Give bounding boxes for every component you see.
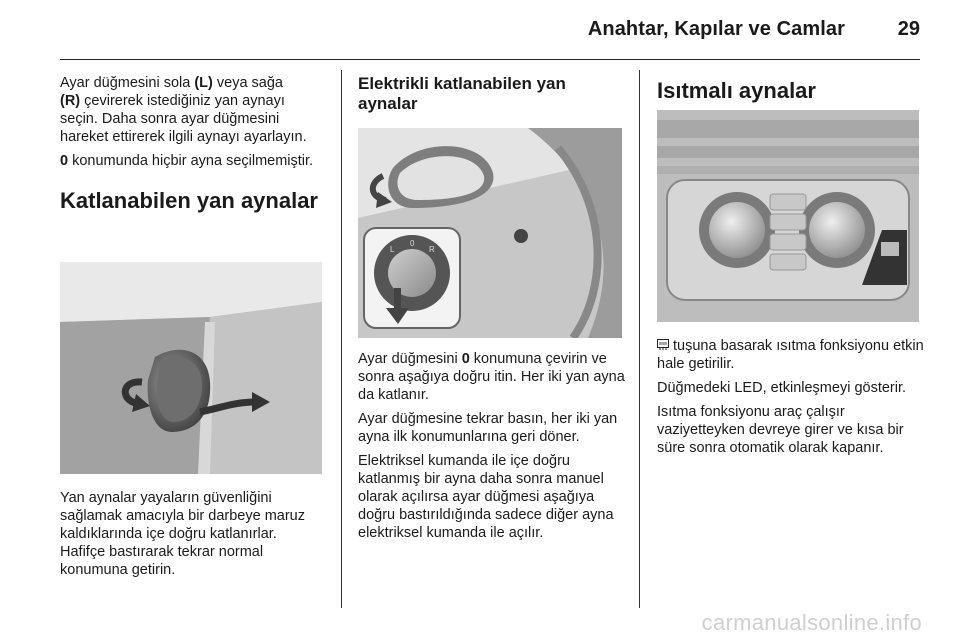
heated-mirror-icon <box>657 339 669 351</box>
watermark: carmanualsonline.info <box>701 610 922 635</box>
heated-mirror-button-icon <box>881 242 899 256</box>
page-number: 29 <box>897 18 920 40</box>
section-heading-folding-mirrors: Katlanabilen yan aynalar <box>60 188 318 213</box>
page-header-title: Anahtar, Kapılar ve Camlar <box>587 18 845 40</box>
figure-electric-folding-knob <box>358 128 622 338</box>
paragraph-heated-activate: tuşuna basarak ısıtma fonksiyonu etkin hale getirilir. <box>657 338 924 372</box>
paragraph-led-indicator: Düğmedeki LED, etkinleşmeyi gösterir. <box>657 380 907 396</box>
column-1 <box>60 74 325 213</box>
paragraph-folding-info: Yan aynalar yayaların güvenliğini sağlamak amacıyla bir darbeye maruz kaldıklarında içe doğru katlanırlar. Hafifçe bastırarak tekrar normal konumuna getirin. <box>60 490 305 578</box>
column-3 <box>657 74 922 103</box>
figure-heated-mirror-panel <box>657 110 919 322</box>
column-2 <box>358 74 623 114</box>
column-2-bottom <box>358 350 626 548</box>
column-divider-1 <box>341 70 342 608</box>
figure-folding-mirror <box>60 262 322 474</box>
knob-label-right: R <box>429 245 435 254</box>
paragraph-zero-position: 0 konumunda hiçbir ayna seçilmemiştir. <box>60 153 314 169</box>
knob-label-center: 0 <box>410 239 415 248</box>
paragraph-fold-instruction: Ayar düğmesini 0 konumuna çevirin ve sonra aşağıya doğru itin. Her iki yan ayna da katlanır. <box>358 351 625 403</box>
paragraph-auto-off: Isıtma fonksiyonu araç çalışır vaziyetteyken devreye girer ve kısa bir süre sonra otomatik olarak kapanır. <box>657 404 904 456</box>
paragraph-manual-override: Elektriksel kumanda ile içe doğru katlanmış bir ayna daha sonra manuel olarak açılırsa ayar düğmesi aşağıya doğru bastırıldığında sadece diğer ayna elektriksel kumanda ile açılır. <box>358 453 614 541</box>
column-1-bottom <box>60 489 325 585</box>
column-divider-2 <box>639 70 640 608</box>
paragraph-unfold-instruction: Ayar düğmesine tekrar basın, her iki yan ayna ilk konumunlarına geri döner. <box>358 411 618 445</box>
header-divider <box>60 59 920 60</box>
section-heading-electric-folding: Elektrikli katlanabilen yan aynalar <box>358 74 566 113</box>
section-heading-heated-mirrors: Isıtmalı aynalar <box>657 78 816 103</box>
paragraph-mirror-select: Ayar düğmesini sola (L) veya sağa (R) çevirerek istediğiniz yan aynayı seçin. Daha sonra ayar düğmesini hareket ettirerek ilgili aynayı ayarlayın. <box>60 75 307 145</box>
column-3-bottom <box>657 337 925 463</box>
knob-label-left: L <box>390 245 395 254</box>
